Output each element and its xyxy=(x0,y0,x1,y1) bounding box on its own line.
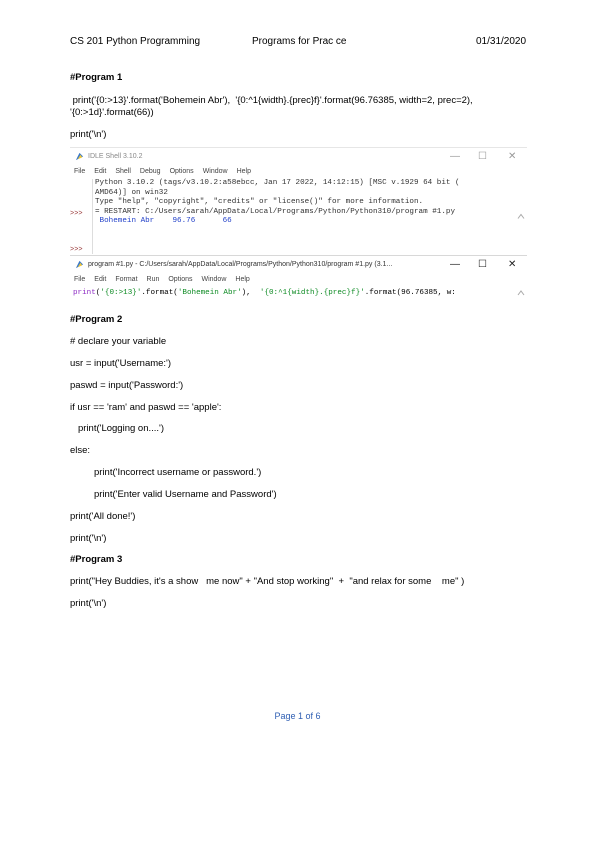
minimize-button[interactable]: — xyxy=(450,151,460,162)
maximize-button[interactable]: ☐ xyxy=(478,259,487,270)
idle-shell-window xyxy=(70,147,527,256)
menu-format[interactable]: Format xyxy=(115,276,138,283)
header-course: CS 201 Python Programming xyxy=(70,36,201,47)
program1-line3: print('\n') xyxy=(70,129,107,140)
shell-prompt: >>> xyxy=(70,210,83,218)
program2-line: print('\n') xyxy=(70,533,107,544)
program2-line: else: xyxy=(70,445,91,456)
python-feather-icon xyxy=(75,260,84,269)
minimize-button[interactable]: — xyxy=(450,259,460,270)
editor-title: program #1.py - C:/Users/sarah/AppData/Local/Programs/Python/Python310/program #1.py (3.1... xyxy=(88,261,393,268)
code-punct: ), xyxy=(241,289,260,297)
code-keyword: print xyxy=(73,289,96,297)
menu-debug[interactable]: Debug xyxy=(139,168,161,175)
program2-line: print('Enter valid Username and Password') xyxy=(94,489,277,500)
menu-help[interactable]: Help xyxy=(235,276,250,283)
code-string: '{0:>13}' xyxy=(100,289,142,297)
shell-title: IDLE Shell 3.10.2 xyxy=(88,153,143,160)
program2-line: print('All done!') xyxy=(70,511,136,522)
menu-options[interactable]: Options xyxy=(168,276,193,283)
shell-prompt-2: >>> xyxy=(70,246,83,254)
menu-run[interactable]: Run xyxy=(146,276,160,283)
shell-line: Type "help", "copyright", "credits" or "license()" for more information. xyxy=(95,198,424,206)
program2-line: if usr == 'ram' and paswd == 'apple': xyxy=(70,402,222,413)
editor-window xyxy=(70,255,527,302)
header-title: Programs for Prac ce xyxy=(252,36,347,47)
program1-heading: #Program 1 xyxy=(70,72,123,83)
shell-line: = RESTART: C:/Users/sarah/AppData/Local/Programs/Python/Python310/program #1.py xyxy=(95,207,456,216)
menu-edit[interactable]: Edit xyxy=(94,168,107,175)
shell-line: AMD64)] on win32 xyxy=(95,188,168,197)
editor-titlebar xyxy=(70,256,527,274)
shell-program-output: Bohemein Abr 96.76 66 xyxy=(95,217,232,225)
shell-menubar xyxy=(74,168,260,175)
program1-line1: print('{0:>13}'.format('Bohemein Abr'), '{0:^1{width}.{prec}f}'.format(96.76385, width=2, prec=2), xyxy=(70,95,473,106)
menu-shell[interactable]: Shell xyxy=(115,168,131,175)
shell-line: Python 3.10.2 (tags/v3.10.2:a58ebcc, Jan 17 2022, 14:12:15) [MSC v.1929 64 bit ( xyxy=(95,179,460,187)
program2-line: print('Incorrect username or password.') xyxy=(94,467,262,478)
code-string: '{0:^1{width}.{prec}f}' xyxy=(259,289,365,297)
program1-line2: '{0:>1d}'.format(66)) xyxy=(70,107,154,118)
scroll-up-icon[interactable] xyxy=(517,289,525,297)
menu-options[interactable]: Options xyxy=(169,168,194,175)
code-punct: ( xyxy=(95,289,101,297)
shell-output-area[interactable] xyxy=(92,179,518,254)
close-button[interactable]: ✕ xyxy=(508,151,517,162)
shell-titlebar xyxy=(70,148,527,166)
maximize-button[interactable]: ☐ xyxy=(478,151,487,162)
program3-heading: #Program 3 xyxy=(70,554,123,565)
menu-file[interactable]: File xyxy=(74,276,86,283)
code-punct: .format(96.76385, w: xyxy=(364,289,456,297)
page-number: Page 1 of 6 xyxy=(274,711,321,721)
editor-menubar xyxy=(74,276,259,283)
scroll-up-icon[interactable] xyxy=(517,179,525,254)
code-string: 'Bohemein Abr' xyxy=(177,289,242,297)
program2-line: # declare your variable xyxy=(70,336,167,347)
menu-window[interactable]: Window xyxy=(201,276,227,283)
program2-line: paswd = input('Password:') xyxy=(70,380,184,391)
program2-line: usr = input('Username:') xyxy=(70,358,172,369)
program3-line1: print("Hey Buddies, it's a show me now" + "And stop working" + "and relax for some me" ) xyxy=(70,576,465,587)
program2-heading: #Program 2 xyxy=(70,314,123,325)
close-button[interactable]: ✕ xyxy=(508,259,517,270)
editor-code-line[interactable] xyxy=(73,289,456,297)
menu-edit[interactable]: Edit xyxy=(94,276,107,283)
menu-window[interactable]: Window xyxy=(202,168,228,175)
header-date: 01/31/2020 xyxy=(476,36,527,47)
python-feather-icon xyxy=(75,152,84,161)
program3-line2: print('\n') xyxy=(70,598,107,609)
program2-line: print('Logging on....') xyxy=(78,423,165,434)
menu-file[interactable]: File xyxy=(74,168,86,175)
menu-help[interactable]: Help xyxy=(236,168,251,175)
code-punct: .format( xyxy=(141,289,178,297)
